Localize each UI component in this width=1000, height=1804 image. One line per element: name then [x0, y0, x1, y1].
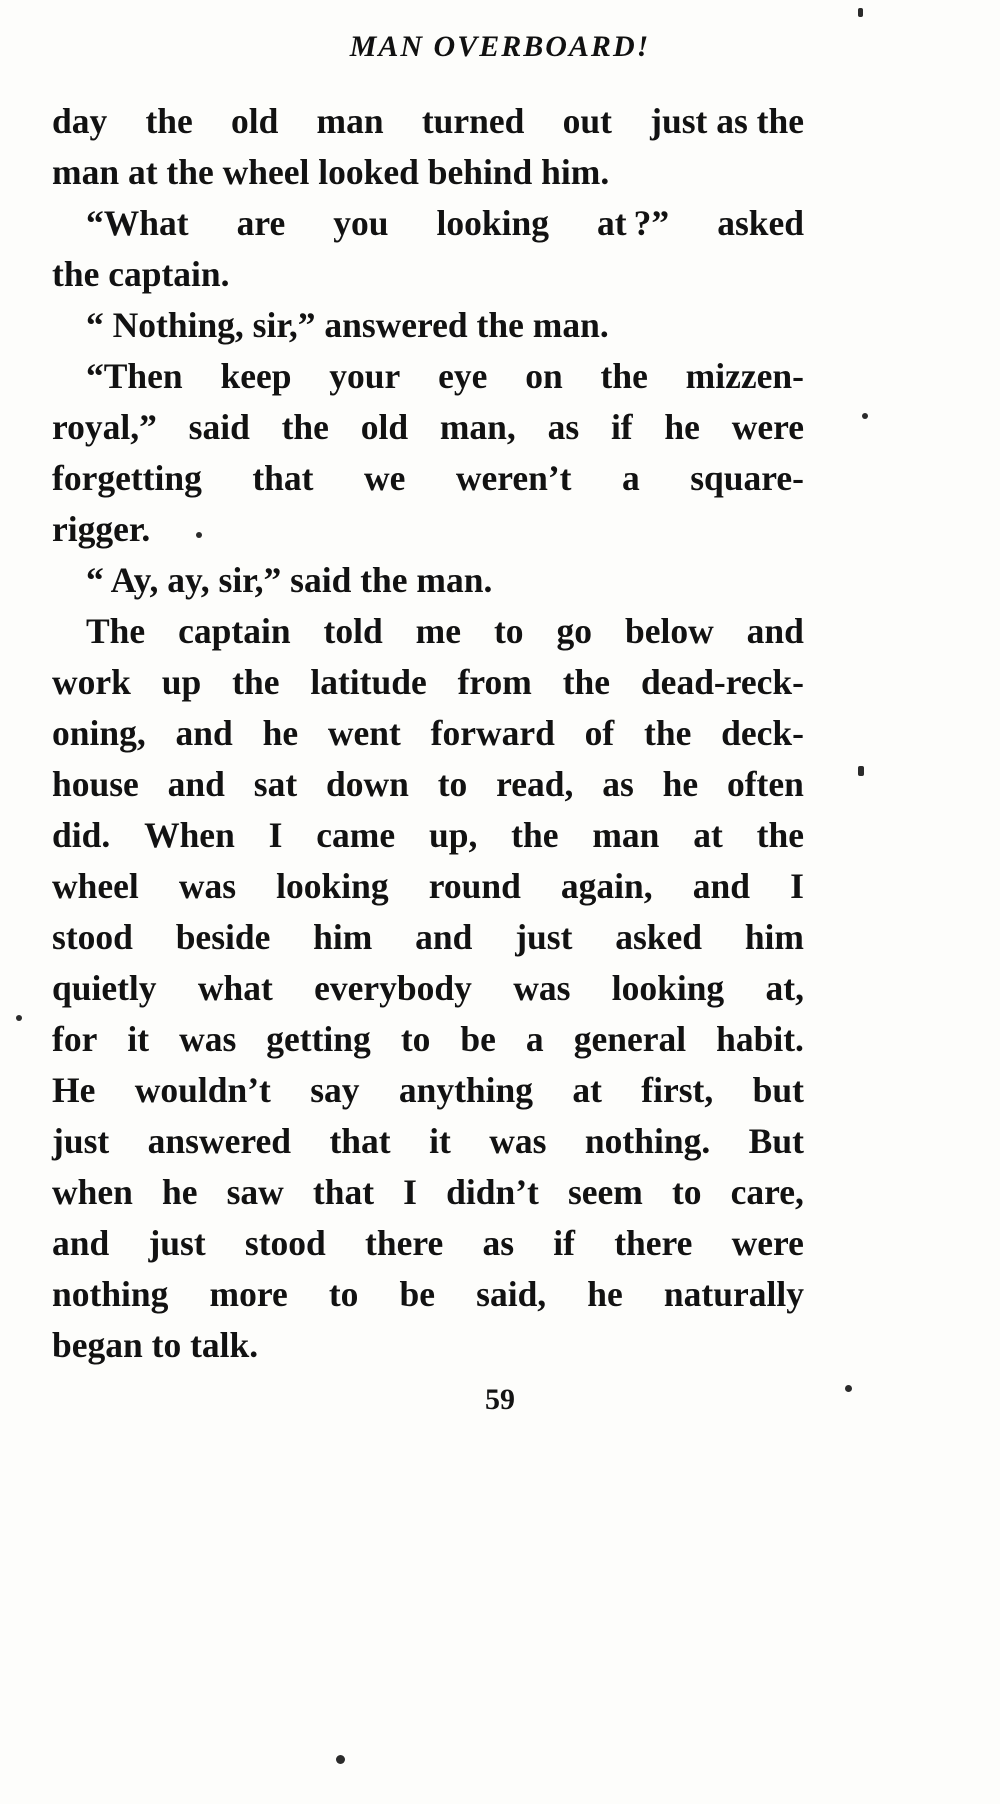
- text-line: “ Ay, ay, sir,” said the man.: [86, 560, 493, 600]
- paragraph: [52, 555, 804, 606]
- page-number: 59: [485, 1383, 515, 1416]
- text-line: did. When I came up, the man at the: [52, 815, 804, 855]
- scan-speck: [196, 532, 202, 538]
- text-line: “Then keep your eye on the mizzen-: [86, 356, 804, 396]
- text-line: the captain.: [52, 254, 230, 294]
- text-line: house and sat down to read, as he often: [52, 764, 804, 804]
- text-line: man at the wheel looked behind him.: [52, 152, 610, 192]
- text-line: quietly what everybody was looking at,: [52, 968, 804, 1008]
- text-line: day the old man turned out just as the: [52, 101, 804, 141]
- text-line: stood beside him and just asked him: [52, 917, 804, 957]
- text-line: when he saw that I didn’t seem to care,: [52, 1172, 804, 1212]
- text-line: The captain told me to go below and: [86, 611, 804, 651]
- text-line: oning, and he went forward of the deck-: [52, 713, 804, 753]
- scan-speck: [858, 766, 864, 776]
- text-line: rigger.: [52, 509, 151, 549]
- paragraph: [52, 606, 804, 1371]
- body-text: [52, 96, 804, 1371]
- text-line: nothing more to be said, he naturally: [52, 1274, 804, 1314]
- text-line: “What are you looking at ?” asked: [86, 203, 804, 243]
- scan-speck: [862, 413, 868, 419]
- paragraph: [52, 96, 804, 198]
- text-line: royal,” said the old man, as if he were: [52, 407, 804, 447]
- text-line: work up the latitude from the dead-reck-: [52, 662, 804, 702]
- text-line: and just stood there as if there were: [52, 1223, 804, 1263]
- scan-speck: [858, 8, 863, 17]
- running-head: MAN OVERBOARD!: [349, 30, 651, 63]
- text-line: for it was getting to be a general habit.: [52, 1019, 804, 1059]
- scan-speck: [16, 1015, 22, 1021]
- text-line: began to talk.: [52, 1325, 259, 1365]
- text-line: forgetting that we weren’t a square-: [52, 458, 804, 498]
- text-line: wheel was looking round again, and I: [52, 866, 804, 906]
- text-line: “ Nothing, sir,” answered the man.: [86, 305, 609, 345]
- scan-speck: [336, 1755, 345, 1764]
- text-line: He wouldn’t say anything at first, but: [52, 1070, 804, 1110]
- paragraph: [52, 198, 804, 300]
- text-line: just answered that it was nothing. But: [52, 1121, 804, 1161]
- paragraph: [52, 351, 804, 555]
- scan-speck: [845, 1385, 852, 1392]
- paragraph: [52, 300, 804, 351]
